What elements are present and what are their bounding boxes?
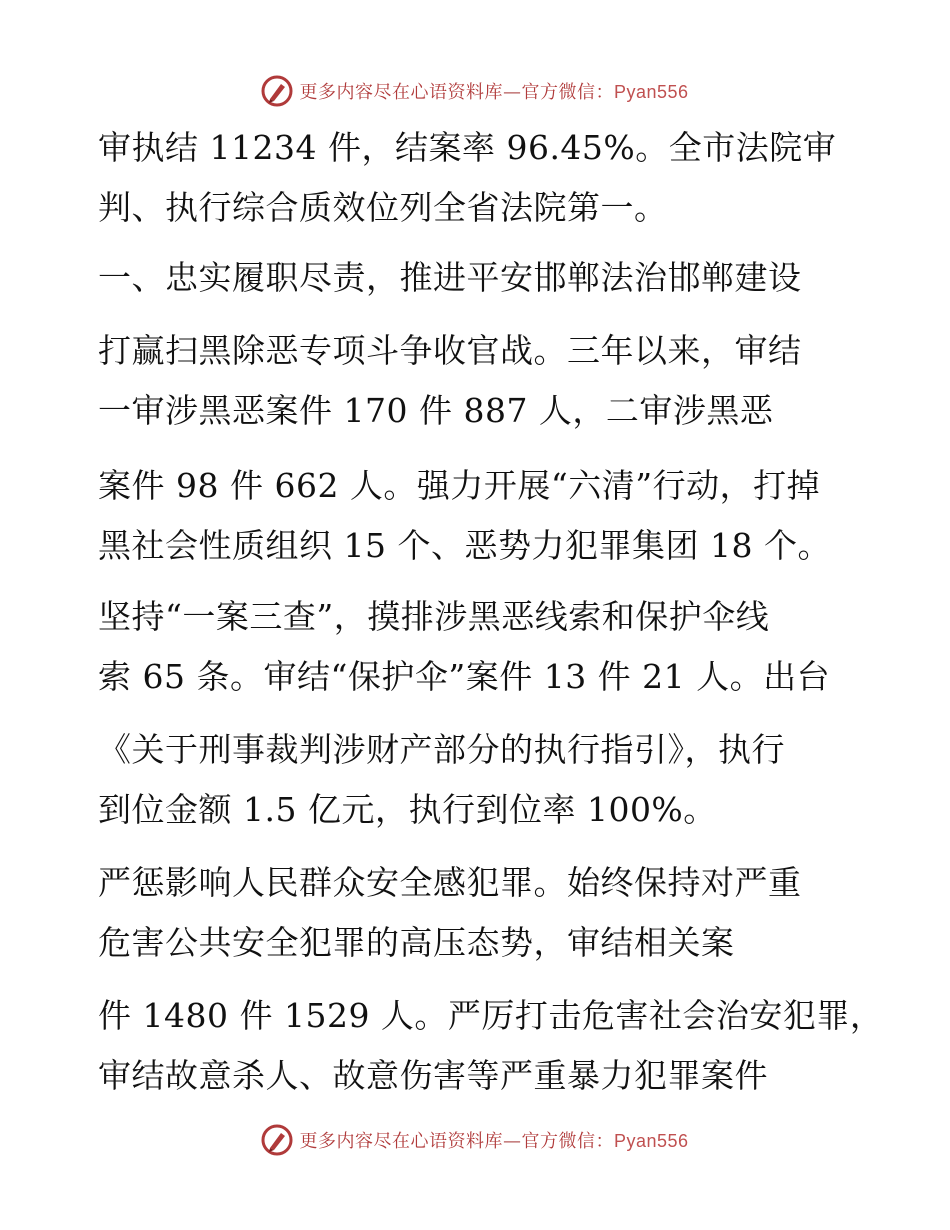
text-line: 黑社会性质组织 15 个、恶势力犯罪集团 18 个。 [98,526,831,565]
pen-logo-icon [261,75,293,107]
pen-logo-icon [261,1124,293,1156]
footer-watermark [0,1120,950,1160]
text-line: 件 1480 件 1529 人。严厉打击危害社会治安犯罪， [98,996,884,1035]
text-line: 到位金额 1.5 亿元，执行到位率 100%。 [98,790,717,829]
watermark-text: 更多内容尽在心语资料库—官方微信：Pyan556 [299,1131,689,1152]
text-line: 危害公共安全犯罪的高压态势，审结相关案 [98,923,735,962]
text-line: 案件 98 件 662 人。强力开展“六清”行动，打掉 [98,466,821,505]
text-line: 审结故意杀人、故意伤害等严重暴力犯罪案件 [98,1056,768,1095]
text-line: 打赢扫黑除恶专项斗争收官战。三年以来，审结 [98,331,802,370]
section-heading: 一、忠实履职尽责，推进平安邯郸法治邯郸建设 [98,258,802,297]
text-line: 审执结 11234 件，结案率 96.45%。全市法院审 [98,128,837,167]
text-line: 索 65 条。审结“保护伞”案件 13 件 21 人。出台 [98,657,831,696]
text-line: 《关于刑事裁判涉财产部分的执行指引》，执行 [98,730,785,769]
text-line: 坚持“一案三查”，摸排涉黑恶线索和保护伞线 [98,597,770,636]
header-watermark [0,71,950,111]
text-line: 严惩影响人民群众安全感犯罪。始终保持对严重 [98,863,802,902]
text-line: 判、执行综合质效位列全省法院第一。 [98,188,668,227]
watermark-text: 更多内容尽在心语资料库—官方微信：Pyan556 [299,82,689,103]
text-line: 一审涉黑恶案件 170 件 887 人，二审涉黑恶 [98,391,774,430]
